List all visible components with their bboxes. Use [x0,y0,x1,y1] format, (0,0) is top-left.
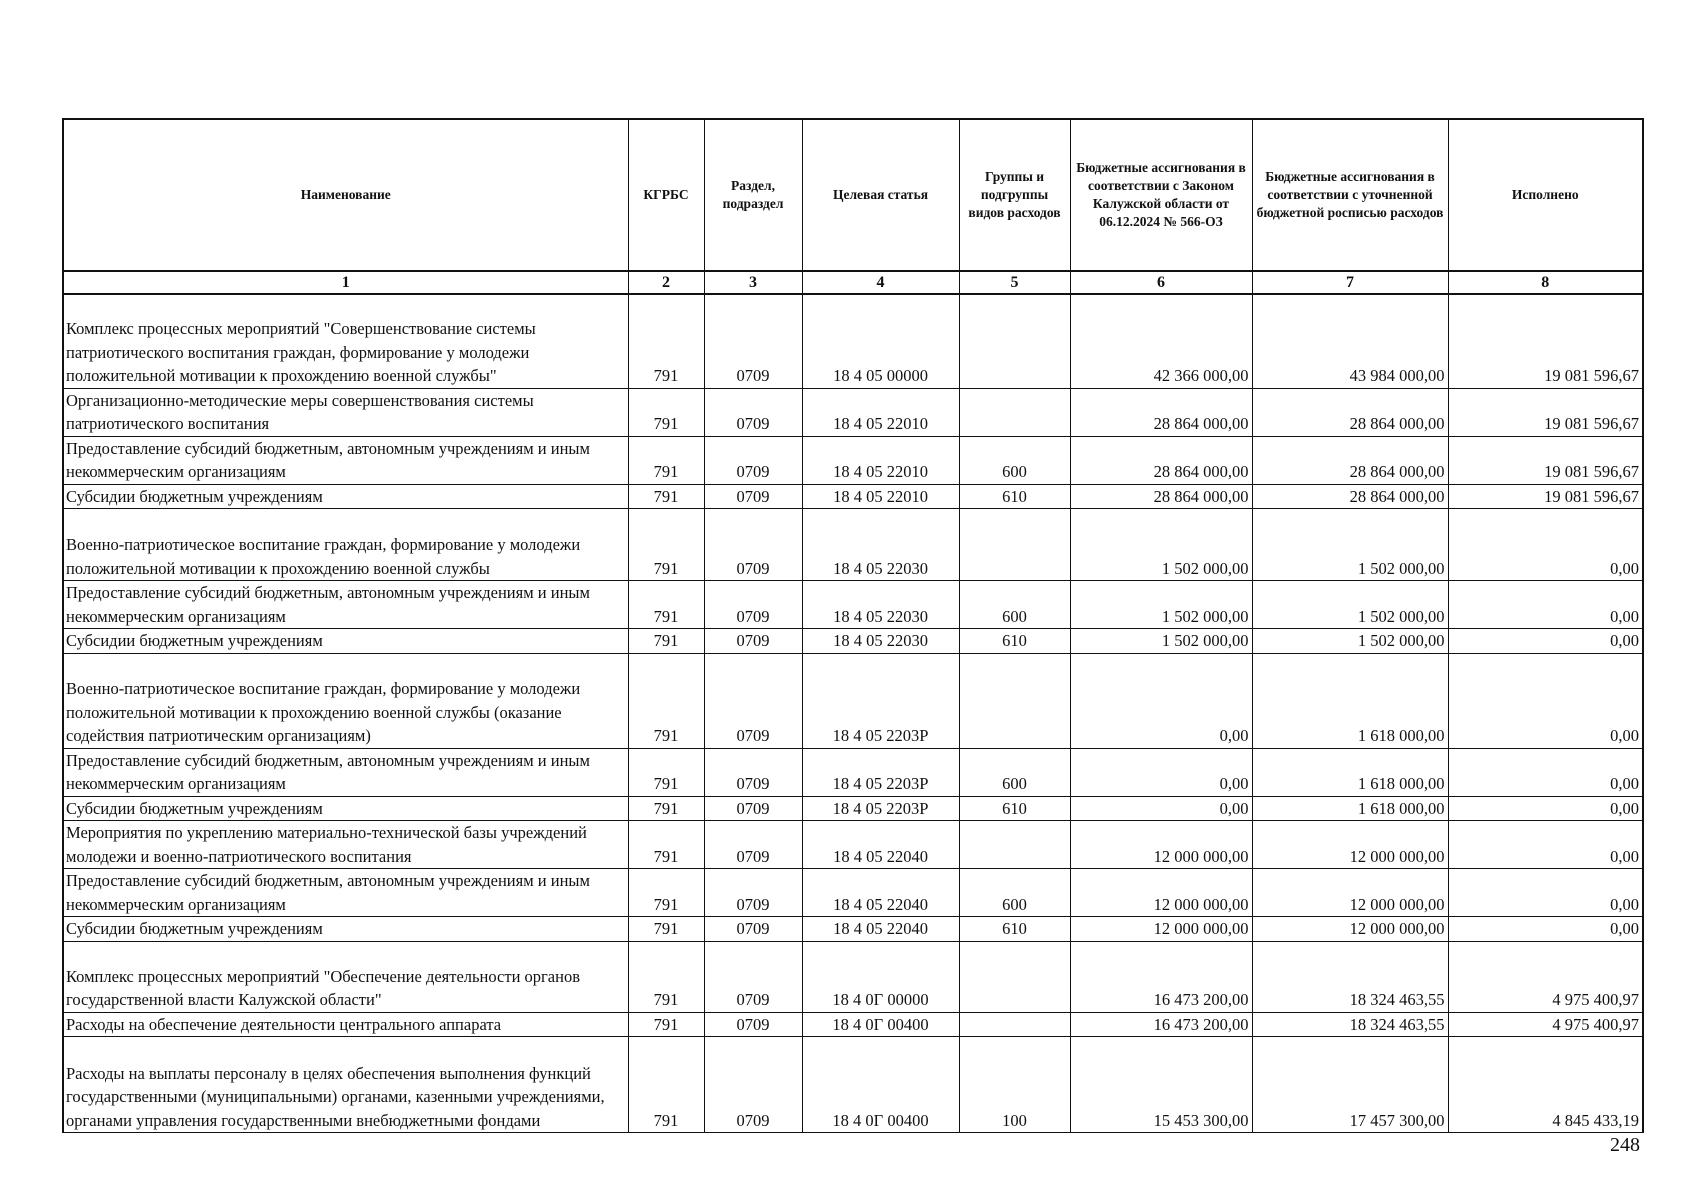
row-done: 19 081 596,67 [1448,436,1643,484]
row-razdel: 0709 [704,629,802,654]
row-vr [959,821,1070,869]
row-refined: 1 502 000,00 [1252,509,1448,581]
row-vr [959,653,1070,748]
table-row [63,509,1643,581]
row-tsel: 18 4 05 22040 [802,821,959,869]
row-name: Комплекс процессных мероприятий "Обеспечение деятельности органов государственной власти Калужской области" [63,941,628,1012]
row-law: 0,00 [1070,796,1252,821]
row-razdel: 0709 [704,748,802,796]
row-refined: 1 502 000,00 [1252,629,1448,654]
row-law: 0,00 [1070,748,1252,796]
column-number-row [63,271,1643,294]
row-refined: 18 324 463,55 [1252,941,1448,1012]
row-tsel: 18 4 05 2203Р [802,653,959,748]
row-kgrbs: 791 [628,917,704,942]
row-tsel: 18 4 0Г 00000 [802,941,959,1012]
row-vr [959,294,1070,388]
row-refined: 28 864 000,00 [1252,388,1448,436]
row-name: Субсидии бюджетным учреждениям [63,629,628,654]
row-refined: 28 864 000,00 [1252,484,1448,509]
row-razdel: 0709 [704,388,802,436]
row-vr: 610 [959,629,1070,654]
row-done: 0,00 [1448,581,1643,629]
row-vr: 610 [959,484,1070,509]
row-name: Мероприятия по укреплению материально-технической базы учреждений молодежи и военно-патриотического воспитания [63,821,628,869]
row-done: 0,00 [1448,869,1643,917]
row-kgrbs: 791 [628,436,704,484]
row-refined: 12 000 000,00 [1252,917,1448,942]
row-name: Субсидии бюджетным учреждениям [63,484,628,509]
table-row [63,629,1643,654]
header-row [63,119,1643,271]
row-name: Предоставление субсидий бюджетным, автономным учреждениям и иным некоммерческим организациям [63,869,628,917]
row-done: 19 081 596,67 [1448,484,1643,509]
row-kgrbs: 791 [628,294,704,388]
col-number: 1 [63,271,628,294]
row-razdel: 0709 [704,294,802,388]
row-law: 1 502 000,00 [1070,581,1252,629]
row-done: 4 975 400,97 [1448,1012,1643,1037]
col-header-law: Бюджетные ассигнования в соответствии с Законом Калужской области от 06.12.2024 № 566-ОЗ [1070,119,1252,271]
col-number: 4 [802,271,959,294]
col-header-done: Исполнено [1448,119,1643,271]
row-razdel: 0709 [704,821,802,869]
row-vr: 600 [959,436,1070,484]
row-tsel: 18 4 05 22030 [802,581,959,629]
row-law: 28 864 000,00 [1070,436,1252,484]
row-name: Предоставление субсидий бюджетным, автономным учреждениям и иным некоммерческим организациям [63,581,628,629]
col-number: 8 [1448,271,1643,294]
table-row [63,796,1643,821]
row-law: 1 502 000,00 [1070,629,1252,654]
row-law: 12 000 000,00 [1070,917,1252,942]
col-header-kgrbs: КГРБС [628,119,704,271]
row-razdel: 0709 [704,941,802,1012]
row-vr [959,388,1070,436]
row-tsel: 18 4 05 22010 [802,388,959,436]
col-header-refined: Бюджетные ассигнования в соответствии с уточненной бюджетной росписью расходов [1252,119,1448,271]
row-done: 0,00 [1448,796,1643,821]
row-refined: 12 000 000,00 [1252,821,1448,869]
table-row [63,484,1643,509]
table-row [63,869,1643,917]
row-tsel: 18 4 05 2203Р [802,796,959,821]
col-number: 3 [704,271,802,294]
row-name: Организационно-методические меры совершенствования системы патриотического воспитания [63,388,628,436]
row-law: 28 864 000,00 [1070,484,1252,509]
row-done: 19 081 596,67 [1448,388,1643,436]
table-row [63,294,1643,388]
row-done: 0,00 [1448,509,1643,581]
row-razdel: 0709 [704,484,802,509]
col-header-vr: Группы и подгруппы видов расходов [959,119,1070,271]
row-name: Расходы на обеспечение деятельности центрального аппарата [63,1012,628,1037]
row-done: 0,00 [1448,653,1643,748]
row-tsel: 18 4 0Г 00400 [802,1037,959,1133]
row-refined: 1 618 000,00 [1252,653,1448,748]
row-kgrbs: 791 [628,388,704,436]
row-name: Расходы на выплаты персоналу в целях обеспечения выполнения функций государственными (муниципальными) органами, казенными учреждениями, органами управления государственными внебюджетными фондами [63,1037,628,1133]
row-vr [959,509,1070,581]
row-kgrbs: 791 [628,748,704,796]
row-tsel: 18 4 05 22040 [802,917,959,942]
row-tsel: 18 4 05 2203Р [802,748,959,796]
row-refined: 18 324 463,55 [1252,1012,1448,1037]
row-vr: 100 [959,1037,1070,1133]
row-done: 4 845 433,19 [1448,1037,1643,1133]
row-refined: 43 984 000,00 [1252,294,1448,388]
row-done: 0,00 [1448,629,1643,654]
row-razdel: 0709 [704,869,802,917]
row-kgrbs: 791 [628,629,704,654]
row-kgrbs: 791 [628,484,704,509]
row-razdel: 0709 [704,653,802,748]
row-kgrbs: 791 [628,1037,704,1133]
row-done: 19 081 596,67 [1448,294,1643,388]
row-vr [959,1012,1070,1037]
table-row [63,941,1643,1012]
row-tsel: 18 4 05 22010 [802,484,959,509]
row-refined: 1 618 000,00 [1252,796,1448,821]
table-row [63,388,1643,436]
row-vr: 600 [959,748,1070,796]
row-refined: 1 618 000,00 [1252,748,1448,796]
row-razdel: 0709 [704,436,802,484]
row-razdel: 0709 [704,796,802,821]
table-row [63,821,1643,869]
row-razdel: 0709 [704,1012,802,1037]
col-number: 2 [628,271,704,294]
row-kgrbs: 791 [628,653,704,748]
row-kgrbs: 791 [628,581,704,629]
row-tsel: 18 4 05 22030 [802,629,959,654]
table-row [63,748,1643,796]
row-done: 0,00 [1448,917,1643,942]
row-kgrbs: 791 [628,941,704,1012]
row-law: 1 502 000,00 [1070,509,1252,581]
row-kgrbs: 791 [628,821,704,869]
col-header-tsel: Целевая статья [802,119,959,271]
col-number: 6 [1070,271,1252,294]
row-name: Военно-патриотическое воспитание граждан, формирование у молодежи положительной мотивации к прохождению военной службы (оказание содействия патриотическим организациям) [63,653,628,748]
row-law: 12 000 000,00 [1070,821,1252,869]
table-row [63,581,1643,629]
row-refined: 12 000 000,00 [1252,869,1448,917]
row-done: 0,00 [1448,821,1643,869]
row-tsel: 18 4 05 00000 [802,294,959,388]
row-kgrbs: 791 [628,509,704,581]
row-tsel: 18 4 05 22030 [802,509,959,581]
row-razdel: 0709 [704,581,802,629]
row-razdel: 0709 [704,509,802,581]
row-done: 4 975 400,97 [1448,941,1643,1012]
row-refined: 17 457 300,00 [1252,1037,1448,1133]
row-law: 42 366 000,00 [1070,294,1252,388]
row-name: Субсидии бюджетным учреждениям [63,796,628,821]
row-kgrbs: 791 [628,1012,704,1037]
col-number: 7 [1252,271,1448,294]
row-tsel: 18 4 0Г 00400 [802,1012,959,1037]
row-razdel: 0709 [704,1037,802,1133]
row-done: 0,00 [1448,748,1643,796]
col-header-name: Наименование [63,119,628,271]
table-row [63,1037,1643,1133]
row-name: Субсидии бюджетным учреждениям [63,917,628,942]
row-law: 15 453 300,00 [1070,1037,1252,1133]
row-law: 0,00 [1070,653,1252,748]
row-razdel: 0709 [704,917,802,942]
row-vr: 610 [959,917,1070,942]
row-tsel: 18 4 05 22040 [802,869,959,917]
row-kgrbs: 791 [628,869,704,917]
row-law: 16 473 200,00 [1070,941,1252,1012]
row-tsel: 18 4 05 22010 [802,436,959,484]
table-row [63,653,1643,748]
col-number: 5 [959,271,1070,294]
row-vr: 600 [959,581,1070,629]
row-name: Комплекс процессных мероприятий "Совершенствование системы патриотического воспитания граждан, формирование у молодежи положительной мотивации к прохождению военной службы" [63,294,628,388]
row-name: Военно-патриотическое воспитание граждан, формирование у молодежи положительной мотивации к прохождению военной службы [63,509,628,581]
row-refined: 1 502 000,00 [1252,581,1448,629]
col-header-razdel: Раздел, подраздел [704,119,802,271]
row-vr: 600 [959,869,1070,917]
row-vr: 610 [959,796,1070,821]
table-row [63,917,1643,942]
row-kgrbs: 791 [628,796,704,821]
row-name: Предоставление субсидий бюджетным, автономным учреждениям и иным некоммерческим организациям [63,436,628,484]
table-row [63,1012,1643,1037]
row-refined: 28 864 000,00 [1252,436,1448,484]
budget-table [62,118,1644,1133]
row-law: 12 000 000,00 [1070,869,1252,917]
table-row [63,436,1643,484]
row-vr [959,941,1070,1012]
row-law: 16 473 200,00 [1070,1012,1252,1037]
row-law: 28 864 000,00 [1070,388,1252,436]
row-name: Предоставление субсидий бюджетным, автономным учреждениям и иным некоммерческим организациям [63,748,628,796]
page-number: 248 [1610,1134,1640,1156]
